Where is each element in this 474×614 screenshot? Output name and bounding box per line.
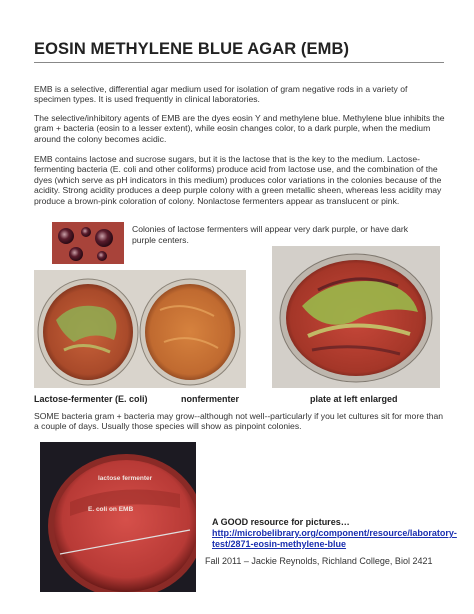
colonies-closeup-photo <box>52 222 124 264</box>
label-nonfermenter: nonfermenter <box>181 394 240 404</box>
paragraph-gram-positive: SOME bacteria gram + bacteria may grow--although not well--particularly if you let cultures sit for more than a couple of days. Usually those species will show as pinpoint colonies. <box>34 411 444 432</box>
resource-heading: A GOOD resource for pictures… <box>212 517 350 527</box>
photo-label-ecoli: E. coli on EMB <box>88 506 134 513</box>
two-plates-photo <box>34 270 246 388</box>
bottom-plate-photo <box>40 442 196 592</box>
paragraph-lactose: EMB contains lactose and sucrose sugars, but it is the lactose that is the key to the medium. Lactose-fermenting bacteria (E. coli and other coliforms) produce acid from lactose use, and the combination of the dyes (which serve as pH indicators in this medium) produces color variations in the colonies because of the acidity. Strong acidity produces a deep purple colony with a green metallic sheen, whereas less acidity may produce a brown-pink coloration of colony. Nonlactose fermenters appear as translucent or pink. <box>34 154 442 206</box>
footer-credit: Fall 2011 – Jackie Reynolds, Richland College, Biol 2421 <box>205 556 433 566</box>
label-enlarged: plate at left enlarged <box>310 394 398 404</box>
resource-link[interactable]: http://microbelibrary.org/component/resource/laboratory-test/2871-eosin-methylene-blue <box>212 528 457 549</box>
page-title: EOSIN METHYLENE BLUE AGAR (EMB) <box>34 40 444 63</box>
label-lactose-fermenter: Lactose-fermenter (E. coli) <box>34 394 148 404</box>
paragraph-intro: EMB is a selective, differential agar medium used for isolation of gram negative rods in a variety of specimen types. It is used frequently in clinical laboratories. <box>34 84 408 105</box>
enlarged-plate-photo <box>272 246 440 388</box>
resource-block <box>212 517 457 550</box>
photo-label-lactose-fermenter: lactose fermenter <box>98 475 153 482</box>
colony-caption: Colonies of lactose fermenters will appear very dark purple, or have dark purple centers. <box>132 224 409 245</box>
paragraph-selective-agents: The selective/inhibitory agents of EMB are the dyes eosin Y and methylene blue. Methylene blue inhibits the gram + bacteria (eosin to a lesser extent), while eosin changes color, to a dark purple, when the medium around the colony becomes acidic. <box>34 113 445 144</box>
